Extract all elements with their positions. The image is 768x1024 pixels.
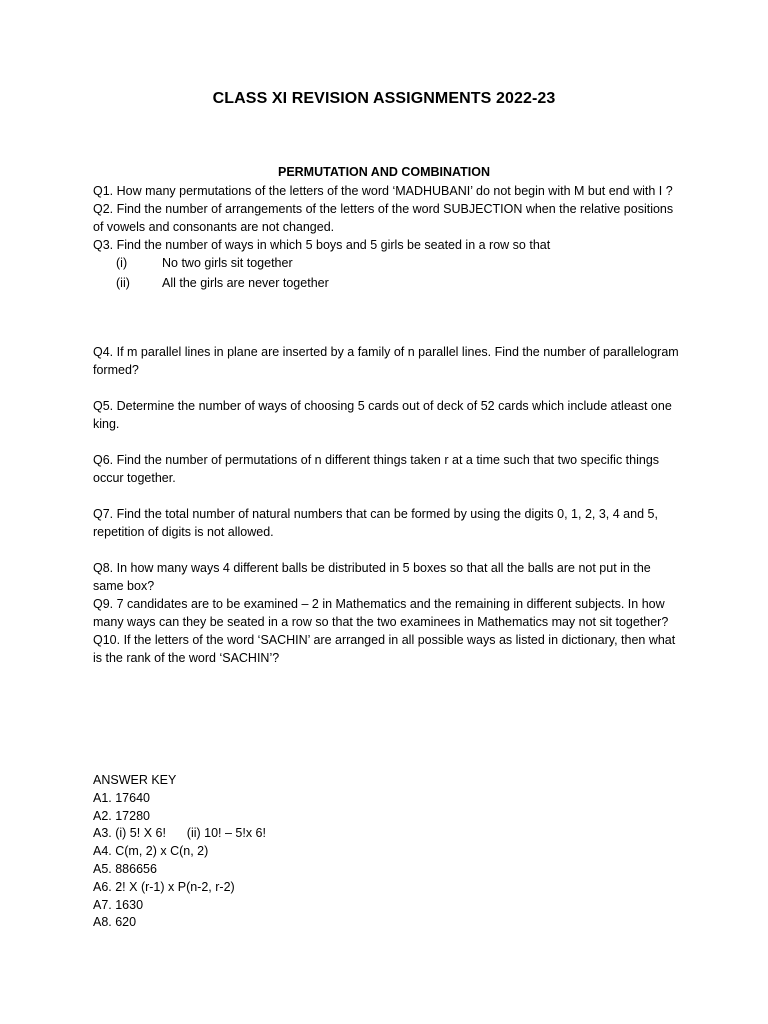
question-3-sub-i xyxy=(93,254,683,272)
question-6: Q6. Find the number of permutations of n different things taken r at a time such that two specific things occur together. xyxy=(93,453,660,485)
answer-6: A6. 2! X (r-1) x P(n-2, r-2) xyxy=(93,879,235,894)
answer-key xyxy=(93,772,593,932)
question-10: Q10. If the letters of the word ‘SACHIN’ are arranged in all possible ways as listed in dictionary, then what is the rank of the word ‘SACHIN’? xyxy=(93,633,676,665)
question-3-sub-ii xyxy=(93,274,683,292)
question-1: Q1. How many permutations of the letters of the word ‘MADHUBANI’ do not begin with M but end with I ? xyxy=(93,184,673,198)
questions-block-2 xyxy=(93,343,683,667)
answer-3: A3. (i) 5! X 6! (ii) 10! – 5!x 6! xyxy=(93,826,266,841)
sub-number: (ii) xyxy=(116,276,130,290)
sub-text: No two girls sit together xyxy=(162,256,293,270)
question-8: Q8. In how many ways 4 different balls be distributed in 5 boxes so that all the balls are not put in the same box? xyxy=(93,561,651,593)
answer-key-heading: ANSWER KEY xyxy=(93,773,177,787)
document-title: CLASS XI REVISION ASSIGNMENTS 2022-23 xyxy=(212,90,556,107)
question-5: Q5. Determine the number of ways of choosing 5 cards out of deck of 52 cards which include atleast one king. xyxy=(93,399,672,431)
question-2: Q2. Find the number of arrangements of the letters of the word SUBJECTION when the relative positions of vowels and consonants are not changed. xyxy=(93,202,674,234)
answer-1: A1. 17640 xyxy=(93,790,150,805)
answer-4: A4. C(m, 2) x C(n, 2) xyxy=(93,844,209,859)
sub-number: (i) xyxy=(116,256,128,270)
sub-text: All the girls are never together xyxy=(162,276,329,290)
question-3: Q3. Find the number of ways in which 5 boys and 5 girls be seated in a row so that xyxy=(93,238,551,252)
question-9: Q9. 7 candidates are to be examined – 2 in Mathematics and the remaining in different subjects. In how many ways can they be seated in a row so that the two examinees in Mathematics may not sit together? xyxy=(93,597,669,629)
questions-block-1 xyxy=(93,182,683,292)
answer-7: A7. 1630 xyxy=(93,897,144,912)
answer-8: A8. 620 xyxy=(93,915,137,930)
question-7: Q7. Find the total number of natural numbers that can be formed by using the digits 0, 1, 2, 3, 4 and 5, repetition of digits is not allowed. xyxy=(93,507,658,539)
question-4: Q4. If m parallel lines in plane are inserted by a family of n parallel lines. Find the number of parallelogram formed? xyxy=(93,345,679,377)
answer-5: A5. 886656 xyxy=(93,861,157,876)
section-title: PERMUTATION AND COMBINATION xyxy=(277,165,491,179)
answer-2: A2. 17280 xyxy=(93,808,150,823)
